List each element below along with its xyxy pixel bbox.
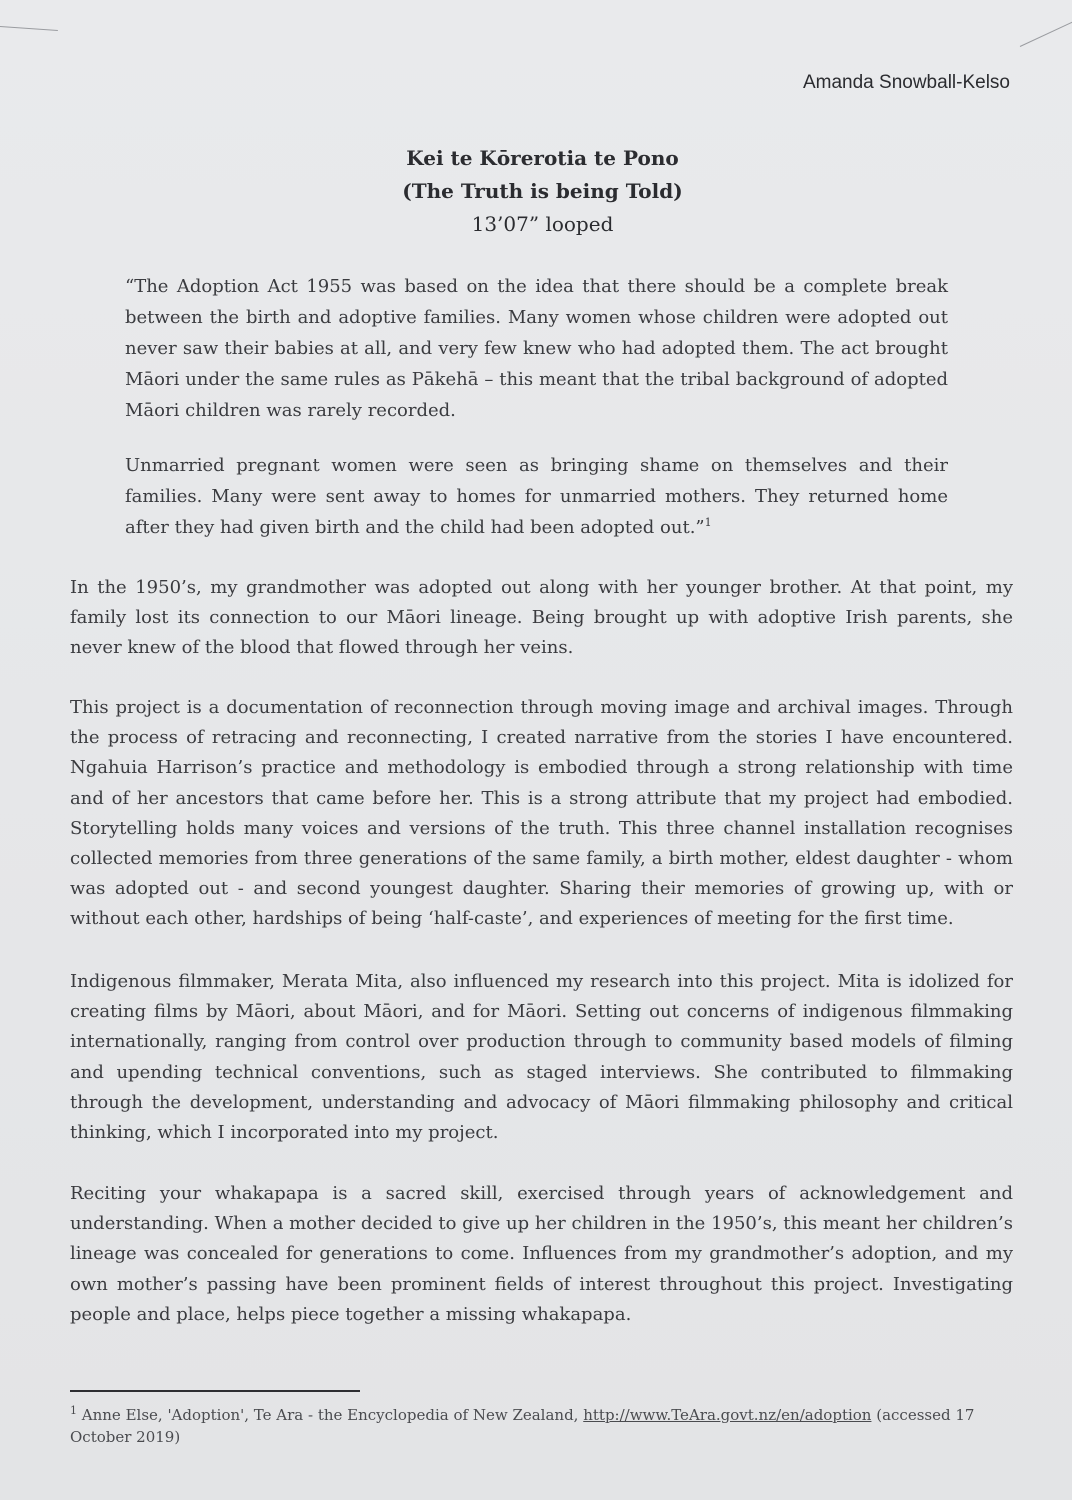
- footnote-accessed: (accessed 17 October 2019): [70, 1406, 975, 1446]
- body-paragraph-4: Reciting your whakapapa is a sacred skill, exercised through years of acknowledgement and understanding. When a mother decided to give up her children in the 1950’s, this meant her children’s lineage was concealed for generations to come. Influences from my grandmother’s adoption, and my own mother’s passing have been prominent fields of interest throughout this project. Investigating people and place, helps piece together a missing whakapapa.: [70, 1183, 1013, 1325]
- quote-paragraph-2-text: Unmarried pregnant women were seen as bringing shame on themselves and their families. Many were sent away to homes for unmarried mothers. They returned home after they had given birth and the child had been adopted out.”: [125, 455, 948, 538]
- footnote-divider: [70, 1390, 360, 1392]
- quote-paragraph-2: [125, 450, 948, 543]
- footnote: [70, 1404, 1015, 1448]
- body-paragraph-3: Indigenous filmmaker, Merata Mita, also influenced my research into this project. Mita is idolized for creating films by Māori, about Māori, and for Māori. Setting out concerns of indigenous filmmaking internationally, ranging from control over production through to community based models of filming and upending technical conventions, such as staged interviews. She contributed to filmmaking through the development, understanding and advocacy of Māori filmmaking philosophy and critical thinking, which I incorporated into my project.: [70, 971, 1013, 1144]
- title-block: [0, 142, 1072, 241]
- title-english: (The Truth is being Told): [402, 179, 683, 203]
- footnote-reference: 1: [704, 516, 712, 529]
- footnote-text: Anne Else, 'Adoption', Te Ara - the Encyclopedia of New Zealand,: [81, 1406, 584, 1424]
- quote-paragraph-1: “The Adoption Act 1955 was based on the idea that there should be a complete break between the birth and adoptive families. Many women whose children were adopted out never saw their babies at all, and very few knew who had adopted them. The act brought Māori under the same rules as Pākehā – this meant that the tribal background of adopted Māori children was rarely recorded.: [125, 276, 948, 421]
- title-maori: Kei te Kōrerotia te Pono: [406, 146, 679, 170]
- duration: 13’07” looped: [471, 212, 614, 236]
- body-paragraph-2: This project is a documentation of reconnection through moving image and archival images. Through the process of retracing and reconnecting, I created narrative from the stories I have encountered. Ngahuia Harrison’s practice and methodology is embodied through a strong relationship with time and of her ancestors that came before her. This is a strong attribute that my project had embodied. Storytelling holds many voices and versions of the truth. This three channel installation recognises collected memories from three generations of the same family, a birth mother, eldest daughter - whom was adopted out - and second youngest daughter. Sharing their memories of growing up, with or without each other, hardships of being ‘half-caste’, and experiences of meeting for the first time.: [70, 697, 1013, 930]
- body-paragraph-1: In the 1950’s, my grandmother was adopted out along with her younger brother. At that point, my family lost its connection to our Māori lineage. Being brought up with adoptive Irish parents, she never knew of the blood that flowed through her veins.: [70, 577, 1013, 659]
- footnote-link[interactable]: http://www.TeAra.govt.nz/en/adoption: [583, 1406, 872, 1424]
- footnote-marker: 1: [70, 1404, 77, 1417]
- author-name: Amanda Snowball-Kelso: [802, 72, 1010, 93]
